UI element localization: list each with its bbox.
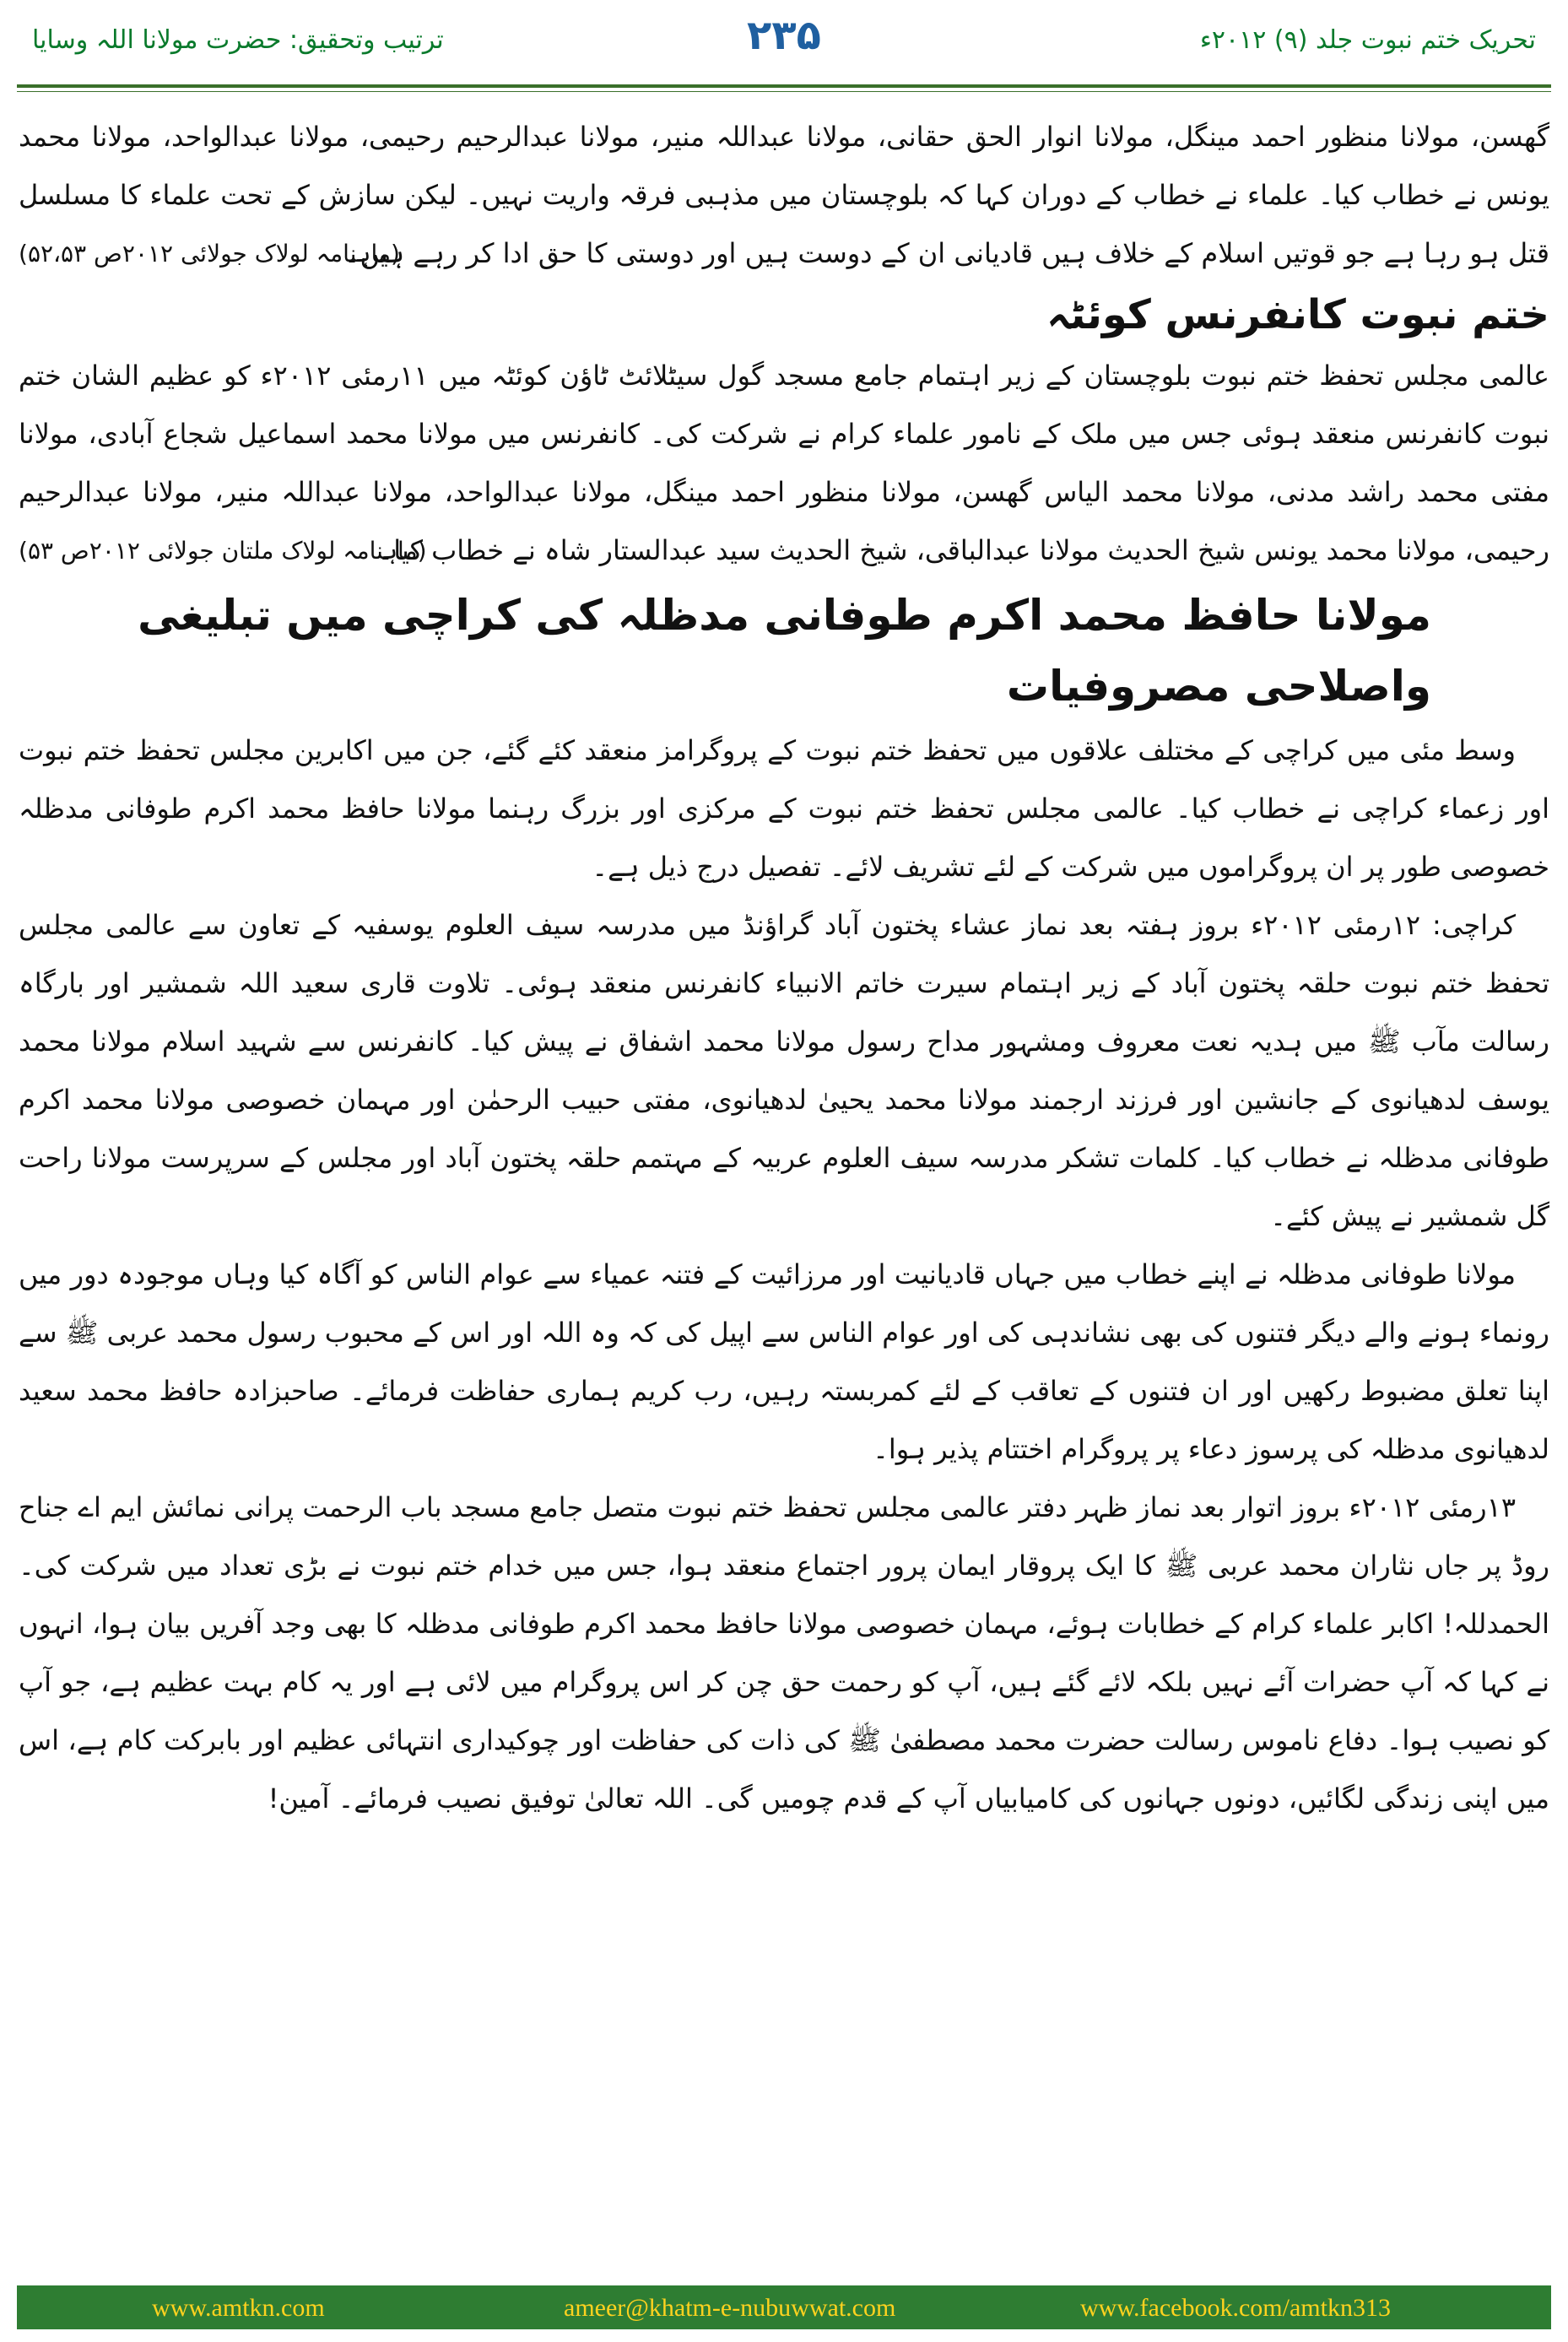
citation-2: (ماہنامہ لولاک ملتان جولائی ۲۰۱۲ص ۵۳): [19, 537, 427, 565]
paragraph-1: [19, 108, 1549, 283]
paragraph-2-text: عالمی مجلس تحفظ ختم نبوت بلوچستان کے زیر اہتمام جامع مسجد گول سیٹلائٹ ٹاؤن کوئٹہ میں ۱۱رمئی ۲۰۱۲ء کو عظیم الشان ختم نبوت کانفرنس منعقد ہوئی جس میں ملک کے نامور علماء کرام نے شرکت کی۔ کانفرنس میں مولانا محمد اسماعیل شجاع آبادی، مولانا مفتی محمد راشد مدنی، مولانا محمد الیاس گھسن، مولانا منظور احمد مینگل، مولانا عبدالواحد، مولانا عبداللہ منیر، مولانا عبدالرحیم رحیمی، مولانا محمد یونس شیخ الحدیث مولانا عبدالباقی، شیخ الحدیث سید عبدالستار شاہ نے خطاب کیا۔: [19, 360, 1550, 566]
page-footer: [17, 2285, 1551, 2329]
paragraph-4: کراچی: ۱۲رمئی ۲۰۱۲ء بروز ہفتہ بعد نماز عشاء پختون آباد گراؤنڈ میں مدرسہ سیف العلوم یوسفیہ کے تعاون سے عالمی مجلس تحفظ ختم نبوت حلقہ پختون آباد کے زیر اہتمام سیرت خاتم الانبیاء کانفرنس منعقد ہوئی۔ تلاوت قاری سعید اللہ شمشیر اور بارگاہ رسالت مآب ﷺ میں ہدیہ نعت معروف ومشہور مداح رسول مولانا محمد اشفاق نے پیش کیا۔ کانفرنس سے شہید اسلام مولانا محمد یوسف لدھیانوی کے جانشین اور فرزند ارجمند مولانا محمد یحییٰ لدھیانوی، مفتی حبیب الرحمٰن اور مہمان خصوصی مولانا محمد اکرم طوفانی مدظلہ نے خطاب کیا۔ کلمات تشکر مدرسہ سیف العلوم عربیہ کے مہتمم حلقہ پختون آباد اور مجلس کے سرپرست مولانا راحت گل شمشیر نے پیش کئے۔: [19, 909, 1549, 1232]
facebook-link[interactable]: www.facebook.com/amtkn313: [1080, 2294, 1391, 2322]
website-link[interactable]: www.amtkn.com: [152, 2294, 325, 2322]
header-rule: [17, 84, 1551, 88]
header-rule-thin: [17, 91, 1551, 92]
book-title: تحریک ختم نبوت جلد (۹) ۲۰۱۲ء: [1199, 25, 1536, 55]
page-number: ۲۳۵: [747, 12, 821, 59]
paragraph-5: مولانا طوفانی مدظلہ نے اپنے خطاب میں جہاں قادیانیت اور مرزائیت کے فتنہ عمیاء سے عوام الناس کو آگاہ کیا وہاں موجودہ دور میں رونماء ہونے والے دیگر فتنوں کی بھی نشاندہی کی اور عوام الناس سے اپیل کی کہ وہ اللہ اور اس کے محبوب رسول محمد عربی ﷺ سے اپنا تعلق مضبوط رکھیں اور ان فتنوں کے تعاقب کے لئے کمربستہ رہیں، رب کریم ہماری حفاظت فرمائے۔ صاحبزادہ حافظ محمد سعید لدھیانوی مدظلہ کی پرسوز دعاء پر پروگرام اختتام پذیر ہوا۔: [19, 1258, 1550, 1465]
paragraph-1-text: گھسن، مولانا منظور احمد مینگل، مولانا انوار الحق حقانی، مولانا عبداللہ منیر، مولانا عبدالرحیم رحیمی، مولانا عبدالواحد، مولانا محمد یونس نے خطاب کیا۔ علماء نے خطاب کے دوران کہا کہ بلوچستان میں مذہبی فرقہ واریت نہیں۔ لیکن سازش کے تحت علماء کا مسلسل قتل ہو رہا ہے جو قوتیں اسلام کے خلاف ہیں قادیانی ان کے دوست ہیں اور دوستی کا حق ادا کر رہے ہیں۔: [19, 121, 1550, 269]
compiler-credit: ترتیب وتحقیق: حضرت مولانا اللہ وسایا: [32, 25, 444, 55]
page-header: [0, 0, 1568, 83]
paragraph-2: [19, 347, 1549, 580]
paragraph-6: ۱۳رمئی ۲۰۱۲ء بروز اتوار بعد نماز ظہر دفتر عالمی مجلس تحفظ ختم نبوت متصل جامع مسجد باب الرحمت پرانی نمائش ایم اے جناح روڈ پر جاں نثاران محمد عربی ﷺ کا ایک پروقار ایمان پرور اجتماع منعقد ہوا، جس میں خدام ختم نبوت نے بڑی تعداد میں شرکت کی۔ الحمدللہ! اکابر علماء کرام کے خطابات ہوئے، مہمان خصوصی مولانا حافظ محمد اکرم طوفانی مدظلہ کا بھی وجد آفریں بیان ہوا، انہوں نے کہا کہ آپ حضرات آئے نہیں بلکہ لائے گئے ہیں، آپ کو رحمت حق چن کر اس پروگرام میں لائی ہے اور یہ کام بہت عظیم ہے، جو آپ کو نصیب ہوا۔ دفاع ناموس رسالت حضرت محمد مصطفیٰ ﷺ کی ذات کی حفاظت اور چوکیداری انتہائی عظیم اور بابرکت کام ہے، اس میں اپنی زندگی لگائیں، دونوں جہانوں کی کامیابیاں آپ کے قدم چومیں گی۔ اللہ تعالیٰ توفیق نصیب فرمائے۔ آمین!: [19, 1491, 1549, 1815]
paragraph-3: وسط مئی میں کراچی کے مختلف علاقوں میں تحفظ ختم نبوت کے پروگرامز منعقد کئے گئے، جن میں اکابرین مجلس تحفظ ختم نبوت اور زعماء کراچی نے خطاب کیا۔ عالمی مجلس تحفظ ختم نبوت کے مرکزی اور بزرگ رہنما مولانا حافظ محمد اکرم طوفانی مدظلہ خصوصی طور پر ان پروگراموں میں شرکت کے لئے تشریف لائے۔ تفصیل درج ذیل ہے۔: [19, 734, 1549, 883]
section-heading-karachi: مولانا حافظ محمد اکرم طوفانی مدظلہ کی کراچی میں تبلیغی واصلاحی مصروفیات: [138, 591, 1431, 711]
section-heading-quetta: ختم نبوت کانفرنس کوئٹہ: [1046, 291, 1549, 338]
page-body: [19, 108, 1549, 2285]
email-link[interactable]: ameer@khatm-e-nubuwwat.com: [564, 2294, 896, 2322]
citation-1: (ماہنامہ لولاک جولائی ۲۰۱۲ص ۵۲،۵۳): [19, 240, 400, 268]
